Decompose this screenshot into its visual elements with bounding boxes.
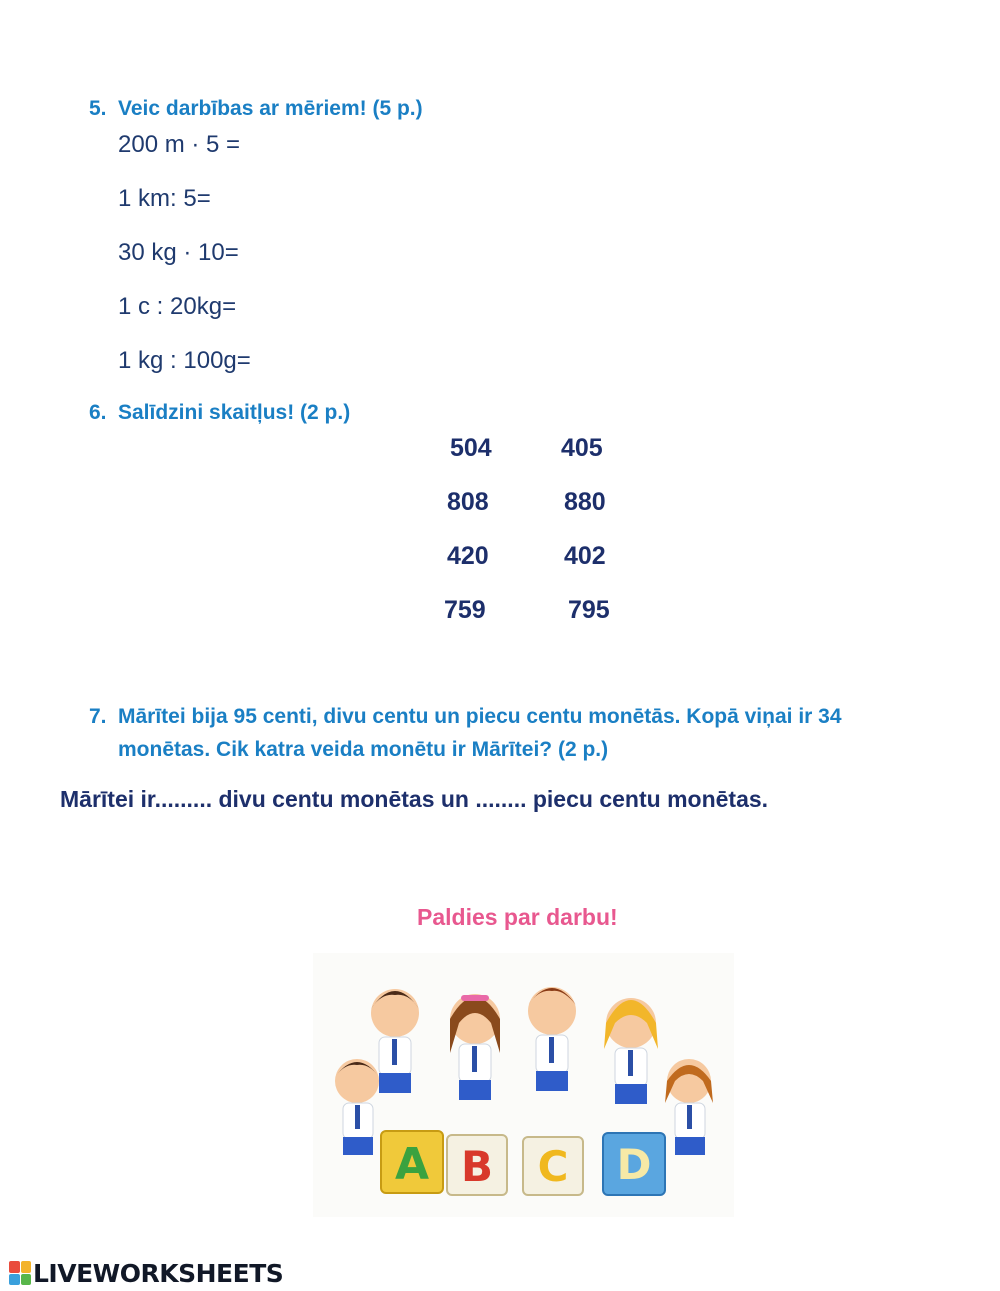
task-5-line-4: 1 c : 20kg=: [118, 293, 237, 320]
compare-pair-1-left: 504: [450, 434, 492, 462]
compare-pair-2-left: 808: [447, 488, 489, 516]
kid-figure: [604, 998, 658, 1104]
task-5-line-2: 1 km: 5=: [118, 185, 211, 212]
liveworksheets-badge-icon: [9, 1261, 31, 1285]
compare-pair-4-left: 759: [444, 596, 486, 624]
task-5-title: [89, 97, 423, 121]
svg-text:A: A: [394, 1139, 430, 1190]
kid-figure: [450, 994, 500, 1100]
abc-block: [523, 1137, 583, 1195]
liveworksheets-logo: [9, 1258, 283, 1288]
task-7-title: [89, 705, 842, 729]
abc-block: [603, 1133, 665, 1195]
kid-figure: [528, 987, 576, 1091]
svg-text:D: D: [616, 1140, 652, 1189]
task-7-answer: Mārītei ir......... divu centu monētas un ........ piecu centu monētas.: [60, 786, 769, 812]
children-on-abc-blocks-image: [313, 953, 734, 1217]
compare-pair-3-left: 420: [447, 542, 489, 570]
abc-block: [381, 1131, 443, 1193]
task-5-line-5: 1 kg : 100g=: [118, 347, 251, 374]
thanks-message: Paldies par darbu!: [417, 904, 618, 930]
compare-pair-4-right: 795: [568, 596, 610, 624]
task-7-number: 7.: [89, 705, 107, 728]
task-6-title: [89, 401, 351, 425]
task-5-line-3: 30 kg · 10=: [118, 239, 239, 266]
svg-text:C: C: [537, 1142, 569, 1191]
compare-pair-1-right: 405: [561, 434, 603, 462]
task-7-title-line-2: monētas. Cik katra veida monētu ir Mārītei? (2 p.): [118, 738, 609, 761]
task-6-number: 6.: [89, 401, 107, 424]
kid-figure: [665, 1059, 713, 1155]
liveworksheets-wordmark: LIVEWORKSHEETS: [33, 1258, 284, 1288]
task-5-title-text: Veic darbības ar mēriem! (5 p.): [118, 97, 423, 120]
task-7-title-line-1: Mārītei bija 95 centi, divu centu un piecu centu monētās. Kopā viņai ir 34: [118, 705, 842, 728]
compare-pair-3-right: 402: [564, 542, 606, 570]
svg-text:B: B: [460, 1142, 494, 1191]
task-5-number: 5.: [89, 97, 107, 120]
abc-block: [447, 1135, 507, 1195]
task-5-line-1: 200 m · 5 =: [118, 131, 241, 158]
compare-pair-2-right: 880: [564, 488, 606, 516]
kid-figure: [335, 1059, 379, 1155]
task-6-title-text: Salīdzini skaitļus! (2 p.): [118, 401, 351, 424]
